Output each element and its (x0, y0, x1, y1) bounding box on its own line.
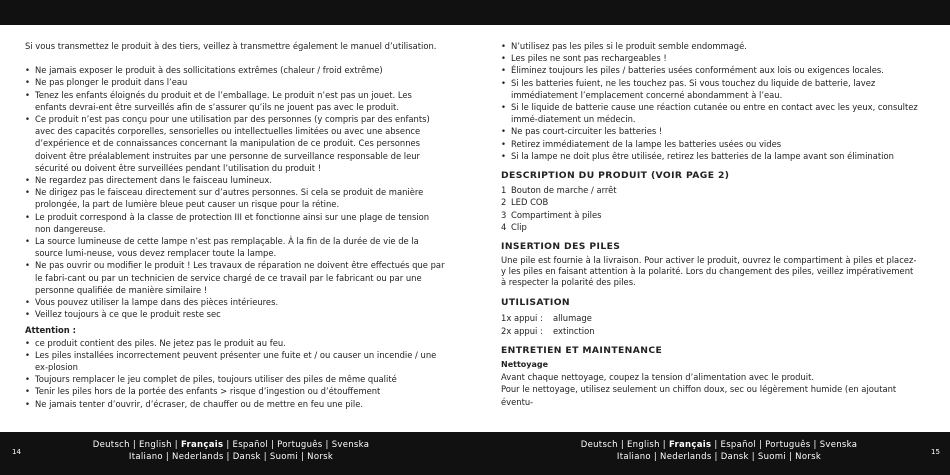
list-item: • La source lumineuse de cette lampe n’est pas remplaçable. À la fin de la durée de vie de la source lumi-neuse, vous devez remplacer toute la lampe. (25, 235, 445, 259)
list-item: • Ne regardez pas directement dans le faisceau lumineux. (25, 174, 445, 186)
language-line: Italiano | Nederlands | Dansk | Suomi | Norsk (616, 451, 822, 462)
part-label: Compartiment à piles (511, 209, 602, 220)
language-line: Italiano | Nederlands | Dansk | Suomi | Norsk (128, 451, 334, 462)
right-column (501, 40, 919, 408)
product-part-item (501, 196, 919, 208)
list-item: • Vous pouvez utiliser la lampe dans des pièces intérieures. (25, 296, 445, 308)
language-links: Deutsch | English | (92, 440, 181, 450)
usage-item (501, 312, 919, 324)
cleaning-subheading: Nettoyage (501, 360, 549, 370)
list-item: • Veillez toujours à ce que le produit reste sec (25, 308, 445, 320)
part-label: Clip (511, 221, 527, 232)
usage-value: extinction (553, 325, 595, 336)
maintenance-heading: ENTRETIEN ET MAINTENANCE (501, 344, 663, 356)
part-label: Bouton de marche / arrêt (511, 185, 617, 196)
language-links: | Español | Português | Svenska (711, 440, 858, 450)
list-item: • Ne pas court-circuiter les batteries ! (501, 125, 919, 137)
usage-heading: UTILISATION (501, 297, 571, 309)
list-item: • Ne dirigez pas le faisceau directement sur d’autres personnes. Si cela se produit de manière prolongée, la part de lumière bleue peut causer un risque pour la rétine. (25, 186, 445, 210)
usage-key: 1x appui : (501, 313, 543, 324)
top-bar (0, 0, 950, 25)
left-column (25, 40, 445, 410)
list-item: • Ne pas ouvrir ou modifier le produit ! Les travaux de réparation ne doivent être effectués que par le fabri-cant ou par un technicien de service chargé de ce travail par le fabricant ou par une personne qualifiée de manière similaire ! (25, 259, 445, 296)
list-item: • Ne jamais tenter d’ouvrir, d’écraser, de chauffer ou de mettre en feu une pile. (25, 398, 445, 410)
list-item: • Ne jamais exposer le produit à des sollicitations extrêmes (chaleur / froid extrême) (25, 64, 445, 76)
maintenance-text: Avant chaque nettoyage, coupez la tension d’alimentation avec le produit. (501, 372, 815, 383)
list-item: • Ce produit n’est pas conçu pour une utilisation par des personnes (y compris par des enfants) avec des capacités corporelles, sensorielles ou intellectuelles limitées ou avec une absence d’expérience et de connaissances concernant la manipulation de ce produit. Ces personnes doivent être préalablement instruites par une personne de surveillance responsable de leur sécurité ou doivent être surveillées pendant l’utilisation du produit ! (25, 113, 445, 174)
list-item: • Les piles ne sont pas rechargeables ! (501, 52, 919, 64)
list-item: • ce produit contient des piles. Ne jetez pas le produit au feu. (25, 337, 445, 349)
part-number: 3 (501, 209, 507, 220)
battery-list (501, 40, 919, 162)
language-line (539, 440, 899, 452)
page-number-right: 15 (931, 448, 940, 456)
intro-text: Si vous transmettez le produit à des tiers, veillez à transmettre également le manuel d’utilisation. (25, 41, 437, 51)
safety-list (25, 64, 445, 320)
product-part-item (501, 184, 919, 196)
list-item: • Ne pas plonger le produit dans l’eau (25, 76, 445, 88)
current-language: Français (180, 440, 224, 450)
list-item: • Si les batteries fuient, ne les touchez pas. Si vous touchez du liquide de batterie, lavez immédiatement l’emplacement concerné abondamment à l’eau. (501, 77, 919, 101)
list-item: • Le produit correspond à la classe de protection III et fonctionne ainsi sur une plage de tension non dangereuse. (25, 211, 445, 235)
list-item: • Tenez les enfants éloignés du produit et de l’emballage. Le produit n’est pas un jouet. Les enfants devrai-ent être surveillés afin de s’assurer qu’ils ne jouent pas avec le produit. (25, 89, 445, 113)
battery-insertion-heading: INSERTION DES PILES (501, 241, 621, 253)
list-item: • Toujours remplacer le jeu complet de piles, toujours utiliser des piles de même qualité (25, 373, 445, 385)
maintenance-text: Pour le nettoyage, utilisez seulement un chiffon doux, sec ou légèrement humide (en ajoutant éventu- (501, 384, 897, 407)
attention-heading: Attention : (25, 325, 76, 336)
product-description-heading: DESCRIPTION DU PRODUIT (VOIR PAGE 2) (501, 170, 730, 182)
language-links: | Español | Português | Svenska (223, 440, 370, 450)
battery-warning-list (25, 337, 445, 410)
language-list-right (539, 440, 899, 463)
language-list-left (51, 440, 411, 463)
page-number-left: 14 (12, 448, 21, 456)
part-label: LED COB (511, 197, 549, 208)
list-item: • Éliminez toujours les piles / batteries usées conformément aux lois ou exigences locales. (501, 64, 919, 76)
battery-insertion-text: Une pile est fournie à la livraison. Pour activer le produit, ouvrez le compartiment à piles et placez-y les piles en faisant attention à la polarité. Lors du changement des piles, veillez impérativement à respecter la polarité des piles. (501, 255, 917, 288)
current-language: Français (668, 440, 712, 450)
list-item: • Les piles installées incorrectement peuvent présenter une fuite et / ou causer un incendie / une ex-plosion (25, 349, 445, 373)
list-item: • N’utilisez pas les piles si le produit semble endommagé. (501, 40, 919, 52)
language-line (51, 440, 411, 452)
usage-key: 2x appui : (501, 325, 543, 336)
usage-item (501, 325, 919, 337)
part-number: 1 (501, 185, 507, 196)
usage-value: allumage (553, 313, 592, 324)
list-item: • Si le liquide de batterie cause une réaction cutanée ou entre en contact avec les yeux, consultez immé-diatement un médecin. (501, 101, 919, 125)
product-part-item (501, 209, 919, 221)
part-number: 2 (501, 197, 507, 208)
product-part-item (501, 221, 919, 233)
list-item: • Tenir les piles hors de la portée des enfants > risque d’ingestion ou d’étouffement (25, 385, 445, 397)
list-item: • Retirez immédiatement de la lampe les batteries usées ou vides (501, 138, 919, 150)
language-links: Deutsch | English | (580, 440, 669, 450)
part-number: 4 (501, 221, 507, 232)
list-item: • Si la lampe ne doit plus être utilisée, retirez les batteries de la lampe avant son élimination (501, 150, 919, 162)
